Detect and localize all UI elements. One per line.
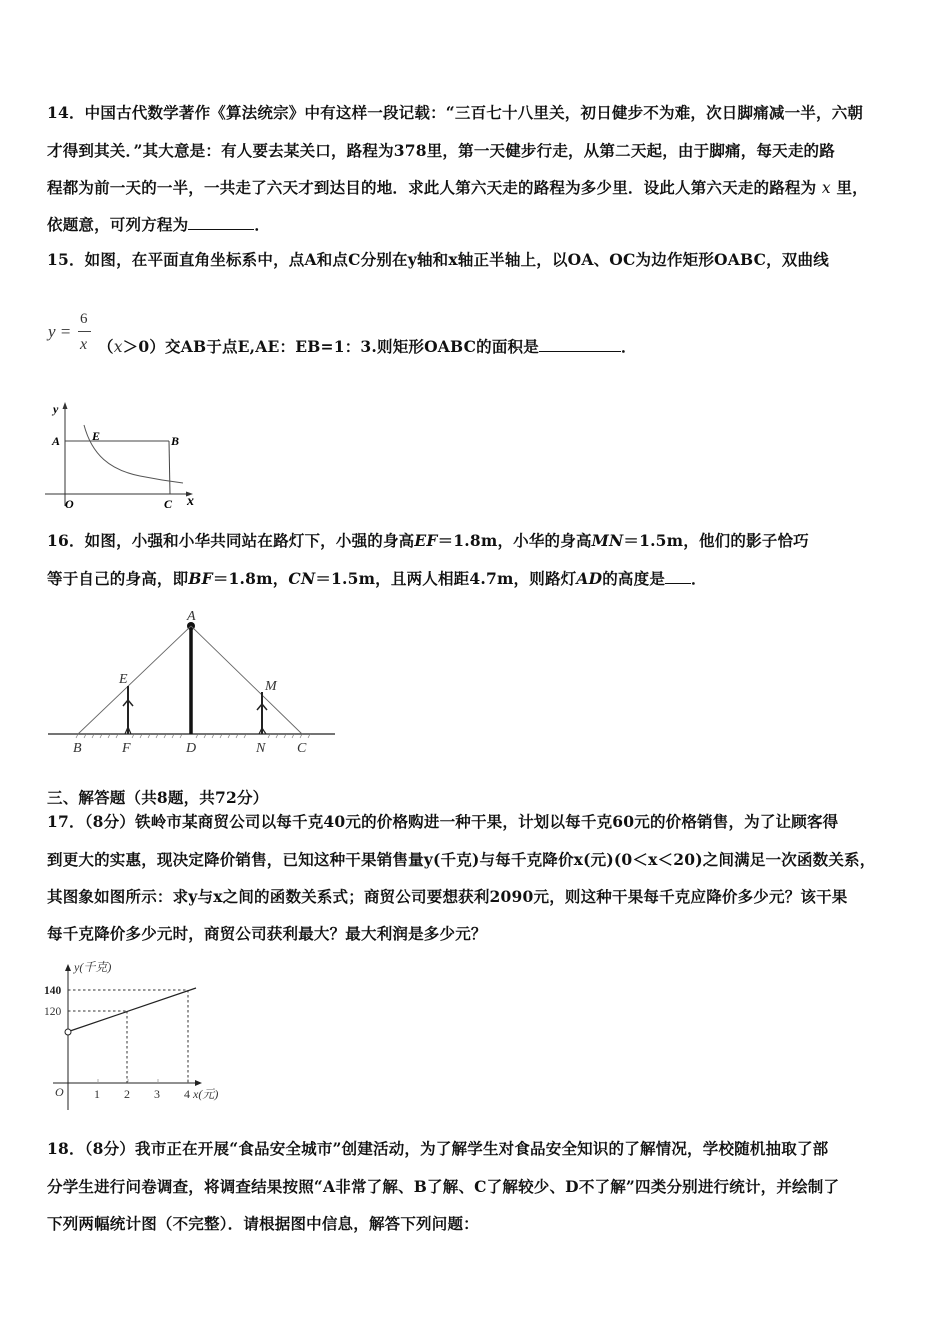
q15-label-o: O bbox=[65, 497, 74, 511]
q15-cond-rest: ＞0）交AB于点E,AE：EB=1：3.则矩形OABC的面积是 bbox=[122, 337, 539, 356]
q18-line-3: 下列两幅统计图（不完整）．请根据图中信息，解答下列问题： bbox=[47, 1214, 479, 1233]
q17-xtick-3: 3 bbox=[154, 1087, 160, 1101]
q17-line-4: 每千克降价多少元时，商贸公司获利最大？最大利润是多少元？ bbox=[47, 924, 487, 943]
q17-xtick-2: 2 bbox=[124, 1087, 130, 1101]
q16-end: ． bbox=[691, 569, 707, 588]
q15-label-b: B bbox=[171, 434, 180, 448]
q16-mn: MN bbox=[591, 531, 624, 550]
q17-line-1: 17．（8分）铁岭市某商贸公司以每千克40元的价格购进一种干果，计划以每千克60元的价格销售，为了让顾客得 bbox=[47, 812, 839, 831]
q14-line-3-text: 程都为前一天的一半，一共走了六天才到达目的地．求此人第六天走的路程为多少里．设此人第六天走的路程为 bbox=[47, 178, 817, 197]
q16-label-f: F bbox=[122, 741, 131, 756]
q15-formula-y: y = bbox=[48, 322, 72, 341]
q18-line-1: 18．（8分）我市正在开展“食品安全城市”创建活动，为了解学生对食品安全知识的了解情况，学校随机抽取了部 bbox=[47, 1139, 829, 1158]
q16-label-b: B bbox=[73, 741, 82, 756]
q17-line-3: 其图象如图所示：求y与x之间的函数关系式；商贸公司要想获利2090元，则这种干果每千克应降价多少元？该干果 bbox=[47, 887, 848, 906]
q16-label-n: N bbox=[256, 741, 266, 756]
q16-label-c: C bbox=[297, 741, 307, 756]
q16-text-a: 16．如图，小强和小华共同站在路灯下，小强的身高 bbox=[47, 531, 415, 550]
q16-text-b: ＝1.8m，小华的身高 bbox=[437, 531, 592, 550]
q17-ytick-140: 140 bbox=[44, 985, 62, 997]
q17-ylabel: y(千克) bbox=[74, 960, 112, 974]
section-3-title: 三、解答题（共8题，共72分） bbox=[47, 788, 269, 807]
q15-cond-open: （ bbox=[98, 337, 114, 356]
q16-label-d: D bbox=[186, 741, 197, 756]
q16-cn: CN bbox=[288, 569, 316, 588]
q15-cond-x: x bbox=[113, 338, 123, 356]
q15-label-e: E bbox=[92, 429, 101, 443]
q15-label-y: y bbox=[53, 402, 59, 416]
q16-label-e: E bbox=[119, 672, 128, 687]
q15-formula-denominator: x bbox=[80, 336, 88, 353]
q16-text-c: ＝1.5m，他们的影子恰巧 bbox=[623, 531, 809, 550]
q15-label-c: C bbox=[164, 497, 173, 511]
q16-text-f: ＝1.5m，且两人相距4.7m，则路灯 bbox=[315, 569, 577, 588]
q16-ef: EF bbox=[414, 531, 438, 550]
q14-line-4-text: 依题意，可列方程为 bbox=[47, 215, 189, 234]
q14-line-3-tail: 里， bbox=[836, 178, 868, 197]
q16-text-d: 等于自己的身高，即 bbox=[47, 569, 189, 588]
q17-origin: O bbox=[55, 1085, 64, 1099]
q16-text-g: 的高度是 bbox=[602, 569, 666, 588]
q16-ad: AD bbox=[576, 569, 603, 588]
q14-var-x: x bbox=[821, 179, 831, 197]
q17-ytick-120: 120 bbox=[44, 1006, 62, 1018]
q18-line-2: 分学生进行问卷调查，将调查结果按照“A非常了解、B了解、C了解较少、D不了解”四类分别进行统计，并绘制了 bbox=[47, 1177, 840, 1196]
q17-xtick-4: 4 bbox=[184, 1087, 190, 1101]
q15-end: ． bbox=[620, 337, 637, 356]
q15-label-a: A bbox=[52, 434, 61, 448]
q16-label-m: M bbox=[265, 679, 277, 694]
q17-xlabel: x(元) bbox=[193, 1087, 219, 1101]
q16-text-e: ＝1.8m， bbox=[212, 569, 289, 588]
q15-label-x: x bbox=[187, 494, 194, 509]
q16-bf: BF bbox=[188, 569, 213, 588]
q14-line-2: 才得到其关．”其大意是：有人要去某关口，路程为378里，第一天健步行走，从第二天起，由于脚痛，每天走的路 bbox=[47, 141, 835, 160]
q15-formula-numerator: 6 bbox=[80, 311, 88, 327]
q14-end: ． bbox=[254, 215, 271, 234]
q17-line-2: 到更大的实惠，现决定降价销售，已知这种干果销售量y(千克)与每千克降价x(元)(0＜x＜20)之间满足一次函数关系， bbox=[47, 850, 876, 869]
q14-line-1: 14．中国古代数学著作《算法统宗》中有这样一段记载：“三百七十八里关，初日健步不为难，次日脚痛减一半，六朝 bbox=[47, 103, 864, 122]
q15-line-1: 15．如图，在平面直角坐标系中，点A和点C分别在y轴和x轴正半轴上，以OA、OC为边作矩形OABC，双曲线 bbox=[47, 250, 829, 269]
q17-xtick-1: 1 bbox=[94, 1087, 100, 1101]
q16-label-a: A bbox=[187, 609, 196, 624]
